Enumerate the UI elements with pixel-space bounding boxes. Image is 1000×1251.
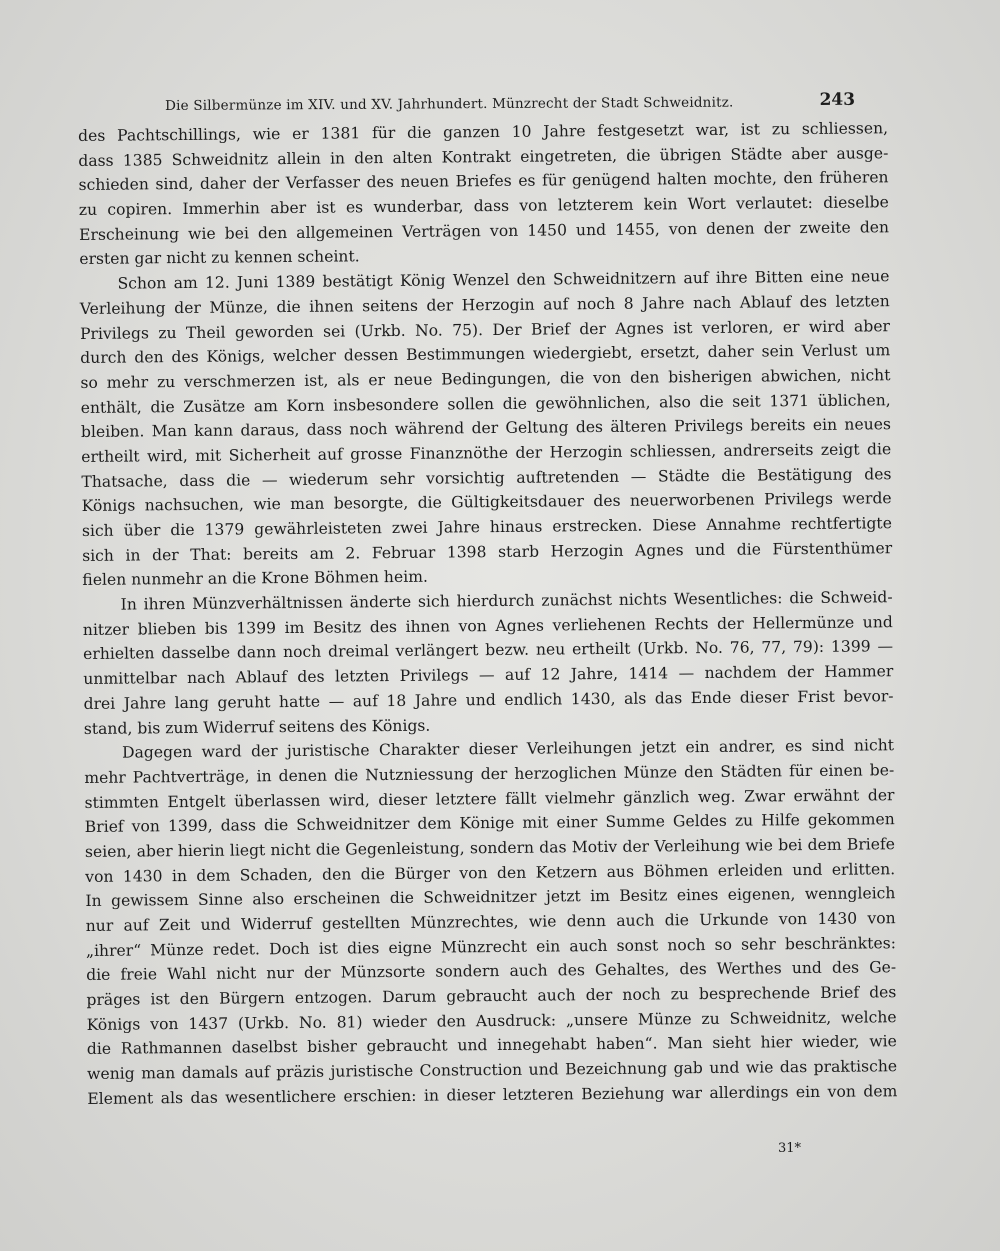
text-line: Verleihung der Münze, die ihnen seitens der Herzogin auf noch 8 Jahre nach Ablauf des letzten	[79, 292, 890, 318]
text-line: Element als das wesentlichere erschien: in dieser letzteren Beziehung war allerdings ein von dem	[87, 1081, 898, 1108]
text-line: unmittelbar nach Ablauf des letzten Privilegs — auf 12 Jahre, 1414 — nachdem der Hammer	[83, 662, 894, 689]
text-line: ersten gar nicht zu kennen scheint.	[79, 247, 360, 269]
running-head: Die Silbermünze im XIV. und XV. Jahrhundert. Münzrecht der Stadt Schweidnitz.	[165, 94, 734, 114]
text-line: ertheilt wird, mit Sicherheit auf grosse Finanznöthe der Herzogin schliessen, andrerseits zeigt die	[81, 440, 892, 466]
text-line: die freie Wahl nicht nur der Münzsorte sondern auch des Gehaltes, des Werthes und des Ge-	[86, 958, 897, 985]
text-line: durch den des Königs, welcher dessen Bestimmungen wiedergiebt, ersetzt, daher sein Verlust um	[80, 341, 891, 368]
text-line: Dagegen ward der juristische Charakter dieser Verleihungen jetzt ein andrer, es sind nicht	[121, 736, 895, 762]
text-line: stimmten Entgelt überlassen wird, dieser letztere fällt vielmehr gänzlich weg. Zwar erwähnt der	[84, 785, 895, 812]
text-line: drei Jahre lang geruht hatte — auf 18 Jahre und endlich 1430, als das Ende dieser Frist bevor-	[83, 687, 894, 713]
text-line: Königs von 1437 (Urkb. No. 81) wieder den Ausdruck: „unsere Münze zu Schweidnitz, welche	[86, 1007, 897, 1034]
text-line: In gewissem Sinne also erscheinen die Schweidnitzer jetzt im Besitz eines eigenen, wenngleich	[85, 884, 896, 911]
text-line: enthält, die Zusätze am Korn insbesondere sollen die gewöhnlichen, also die seit 1371 üblichen,	[80, 390, 891, 417]
text-line: „ihrer“ Münze redet. Doch ist dies eigne Münzrecht ein auch sonst noch so sehr beschränktes:	[85, 933, 896, 960]
text-line: schieden sind, daher der Verfasser des neuen Briefes es für genügend halten mochte, den früheren	[78, 168, 889, 195]
text-line: sich über die 1379 gewährleisteten zwei Jahre hinaus erstrecken. Diese Annahme rechtfertigte	[81, 514, 892, 540]
text-line: Brief von 1399, dass die Schweidnitzer dem Könige mit einer Summe Geldes zu Hilfe gekommen	[84, 810, 895, 837]
body-text	[78, 116, 897, 1111]
text-line: präges ist den Bürgern entzogen. Darum gebraucht auch der noch zu besprechende Brief des	[86, 983, 897, 1010]
text-line: des Pachtschillings, wie er 1381 für die ganzen 10 Jahre festgesetzt war, ist zu schliessen,	[78, 119, 889, 145]
text-line: die Rathmannen daselbst bisher gebraucht und innegehabt haben“. Man sieht hier wieder, wie	[86, 1032, 897, 1059]
text-line: Thatsache, dass die — wiederum sehr vorsichtig auftretenden — Städte die Bestätigung des	[81, 464, 892, 491]
signature-mark: 31*	[778, 1141, 802, 1156]
text-line: von 1430 in dem Schaden, den die Bürger von den Ketzern aus Böhmen erleiden und erlitten.	[85, 859, 896, 886]
text-line: sich in der That: bereits am 2. Februar 1398 starb Herzogin Agnes und die Fürstenthümer	[82, 538, 893, 565]
page-header	[165, 90, 855, 120]
text-line: bleiben. Man kann daraus, dass noch während der Geltung des älteren Privilegs bereits ein neues	[80, 415, 892, 442]
text-line: Schon am 12. Juni 1389 bestätigt König Wenzel den Schweidnitzern auf ihre Bitten eine neue	[117, 267, 890, 293]
text-line: wenig man damals auf präzis juristische Construction und Bezeichnung gab und wie das praktische	[87, 1057, 898, 1084]
text-line: nur auf Zeit und Widerruf gestellten Münzrechtes, wie denn auch die Urkunde von 1430 von	[85, 909, 896, 935]
text-line: zu copiren. Immerhin aber ist es wunderbar, dass von letzterem kein Wort verlautet: dieselbe	[78, 193, 889, 220]
text-line: seien, aber hierin liegt nicht die Gegenleistung, sondern das Motiv der Verleihung wie bei dem Briefe	[84, 835, 896, 861]
text-line: stand, bis zum Widerruf seitens des Königs.	[83, 716, 431, 738]
page-number: 243	[819, 89, 856, 111]
text-line: erhielten dasselbe dann noch dreimal verlängert bezw. neu ertheilt (Urkb. No. 76, 77, 79): 1399 —	[83, 637, 894, 664]
text-line: dass 1385 Schweidnitz allein in den alten Kontrakt eingetreten, die übrigen Städte aber ausge-	[78, 143, 889, 170]
text-line: nitzer blieben bis 1399 im Besitz des ihnen von Agnes verliehenen Rechts der Hellermünze und	[82, 612, 893, 639]
text-line: Privilegs zu Theil geworden sei (Urkb. No. 75). Der Brief der Agnes ist verloren, er wird aber	[79, 316, 891, 343]
text-line: Königs nachsuchen, wie man besorgte, die Gültigkeitsdauer des neuerworbenen Privilegs werde	[81, 489, 892, 516]
text-line: In ihren Münzverhältnissen änderte sich hierdurch zunächst nichts Wesentliches: die Schweid-	[120, 588, 893, 614]
text-line: mehr Pachtverträge, in denen die Nutzniessung der herzoglichen Münze den Städten für einen be-	[84, 761, 895, 787]
text-line: so mehr zu verschmerzen ist, als er neue Bedingungen, die von den bisherigen abwichen, nicht	[80, 366, 891, 392]
text-line: Erscheinung wie bei den allgemeinen Verträgen von 1450 und 1455, von denen der zweite den	[78, 217, 890, 244]
text-line: fielen nunmehr an die Krone Böhmen heim.	[82, 568, 428, 590]
